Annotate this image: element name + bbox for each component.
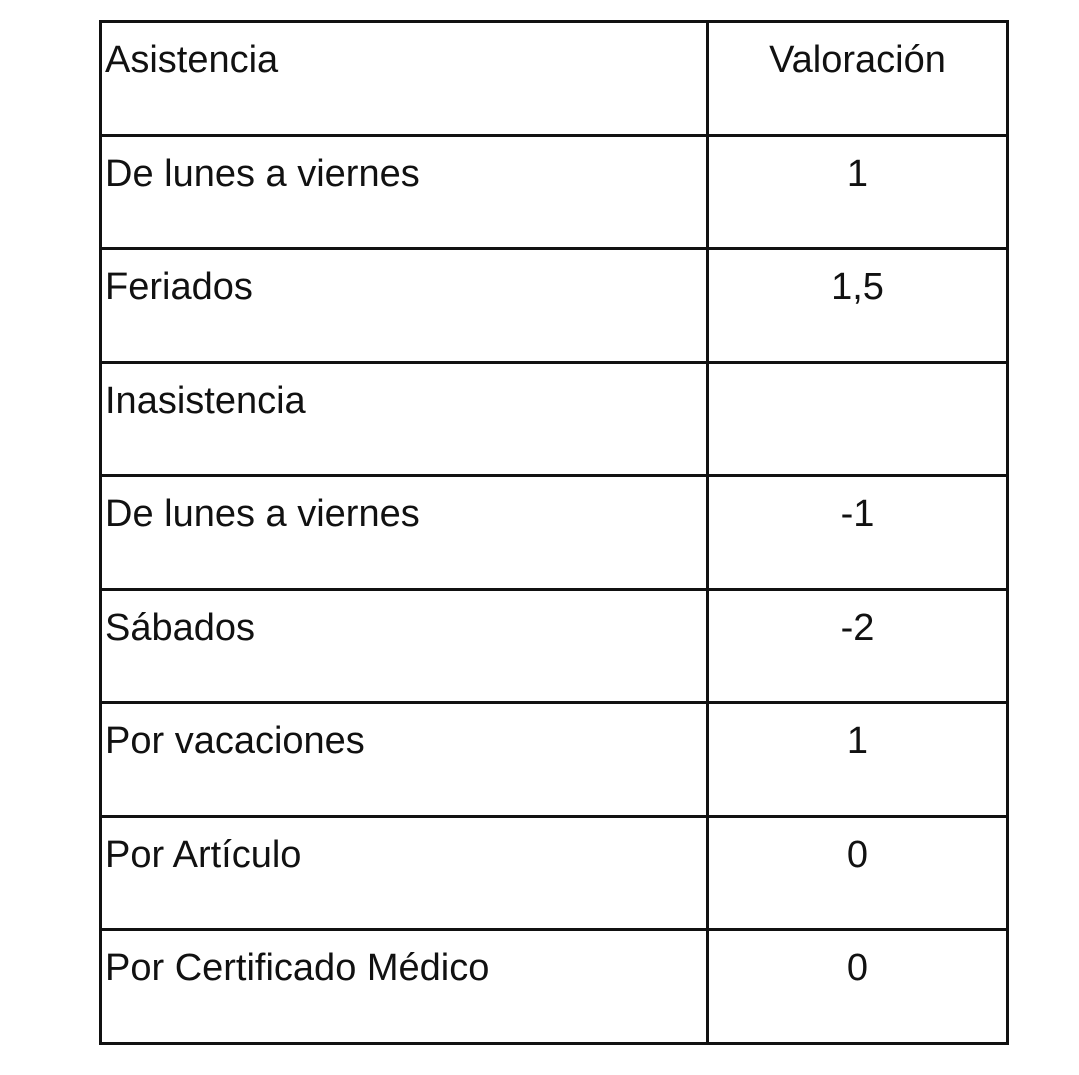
row-value: Valoración (769, 39, 946, 81)
row-label: Feriados (105, 266, 253, 309)
row-label: De lunes a viernes (105, 152, 420, 195)
row-value-cell (708, 22, 1008, 136)
row-value (709, 364, 1006, 382)
table-row (101, 589, 1008, 703)
row-label-cell (101, 589, 708, 703)
row-label: Por Certificado Médico (105, 947, 490, 990)
row-label-cell (101, 362, 708, 476)
table-row (101, 476, 1008, 590)
row-label-cell (101, 135, 708, 249)
row-label: Por Artículo (105, 833, 302, 876)
row-value-cell (708, 362, 1008, 476)
table-row (101, 135, 1008, 249)
table-row (101, 816, 1008, 930)
row-value-cell (708, 589, 1008, 703)
row-label: De lunes a viernes (105, 493, 420, 536)
row-value-cell (708, 816, 1008, 930)
row-value: 0 (846, 833, 869, 876)
valuation-table-container (99, 20, 1000, 1045)
row-label: Sábados (105, 606, 256, 649)
row-label: Por vacaciones (105, 720, 365, 763)
table-row (101, 930, 1008, 1044)
table-row (101, 703, 1008, 817)
row-label-cell (101, 476, 708, 590)
row-label-cell (101, 930, 708, 1044)
row-value-cell (708, 476, 1008, 590)
row-value: 1 (846, 152, 869, 195)
table-row (101, 362, 1008, 476)
row-value-cell (708, 249, 1008, 363)
row-value-cell (708, 703, 1008, 817)
row-value: -2 (840, 606, 875, 649)
table-row (101, 249, 1008, 363)
row-value: 1 (846, 720, 869, 763)
row-value: 1,5 (831, 266, 884, 309)
row-value: 0 (846, 947, 869, 990)
row-label: Inasistencia (105, 379, 306, 422)
row-value: -1 (840, 493, 875, 536)
row-value-cell (708, 135, 1008, 249)
table-row (101, 22, 1008, 136)
row-label-cell (101, 816, 708, 930)
row-label-cell (101, 703, 708, 817)
row-label-cell (101, 249, 708, 363)
row-label: Asistencia (105, 39, 279, 81)
row-value-cell (708, 930, 1008, 1044)
row-label-cell (101, 22, 708, 136)
valuation-table (99, 20, 1009, 1045)
